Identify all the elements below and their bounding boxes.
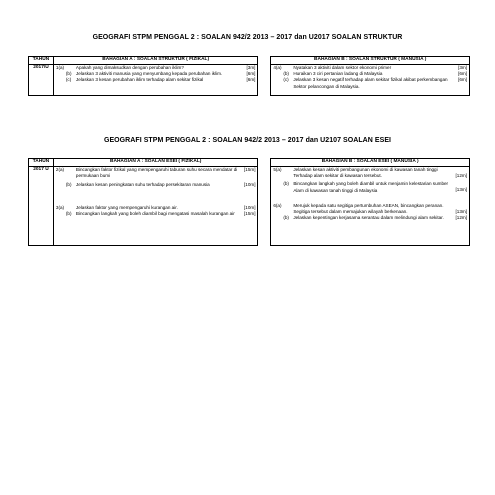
esei-title: GEOGRAFI STPM PENGGAL 2 : SOALAN 942/2 2013 – 2017 dan U2107 SOALAN ESEI (103, 137, 392, 144)
question-item: (b) Huraikan 3 ciri pertanian ladang di Malaysia [6m] (283, 71, 467, 77)
bahagian-a-questions (53, 167, 258, 246)
tahun-header: TAHUN (29, 159, 54, 167)
question-item: (b) Jelaskan 3 aktiviti manusia yang menyumbang kepada perubahan iklim. [6m] (65, 71, 256, 77)
bahagian-b-questions (271, 65, 470, 96)
question-item: (c) Jelaskan 3 kesan perubahan iklim terhadap alam sekitar fizikal [6m] (65, 77, 256, 83)
bahagian-b-header: BAHAGIAN B : SOALAN ESEI ( MANUSIA ) (271, 159, 470, 167)
question-item: 2(a) Bincangkan faktor fizikal yang mempengaruhi taburan suhu secara mendatar di permukaan bumi [15m] (55, 167, 256, 179)
struktur-table (28, 56, 470, 96)
bahagian-a-questions (53, 65, 258, 96)
question-item: 4(a) Nyatakan 3 aktiviti dalam sektor ekonomi primer [3m] (273, 65, 467, 70)
question-item: (b) Jelaskan kepentingan kerjasama serantau dalam melindungi alam sekitar. [12m] (283, 215, 467, 221)
year-cell: 2017/U (29, 65, 54, 96)
question-item: (b) Jelaskan kesan peningkatan suhu terhadap persekitaran manusia [10m] (65, 182, 256, 188)
bahagian-b-header: BAHAGIAN B : SOALAN STRUKTUR ( MANUSIA ) (271, 57, 470, 65)
year-cell: 2017 U (29, 167, 54, 246)
question-item: 1(a) Apakah yang dimaksudkan dengan perubahan iklim? [3m] (55, 65, 256, 70)
question-item: (b) Bincangkan langkah yang boleh diambil bagi mengatasi masalah kurangan air [15m] (65, 210, 256, 216)
esei-table (28, 158, 470, 246)
struktur-title: GEOGRAFI STPM PENGGAL 2 : SOALAN 942/2 2013 – 2017 dan U2017 SOALAN STRUKTUR (92, 34, 403, 41)
question-item: (c) Jelaskan 3 kesan negatif terhadap alam sekitar fizikal akibat perkembangan Sektor pelancongan di Malaysia. [6m] (283, 77, 467, 89)
bahagian-a-header: BAHAGIAN A : SOALAN STRUKTUR ( FIZIKAL) (53, 57, 258, 65)
bahagian-b-questions (271, 167, 470, 246)
question-item: 6(a) Merujuk kepada satu segitiga pertumbuhan ASEAN, bincangkan peranan. Segitiga tersebut dalam memajukan wilayah berkenaan. [13m] (273, 202, 467, 215)
question-item: 5(a) Jelaskan kesan aktiviti pembangunan ekonomi di kawasan tanah tinggi Terhadap alam sekitar di kawasan tersebut. [12m] (273, 167, 467, 179)
bahagian-a-header: BAHAGIAN A : SOALAN ESEI ( FIZIKAL) (53, 159, 258, 167)
tahun-header: TAHUN (29, 57, 54, 65)
question-item: 3(a) Jelaskan faktor yang mempengaruhi kurangan air. [10m] (55, 204, 256, 210)
question-item: (b) Bincangkan langkah yang boleh diambil untuk menjamin kelestarian sumber Alam di kawasan tanah tinggi di Malaysia [13m] (283, 181, 467, 193)
